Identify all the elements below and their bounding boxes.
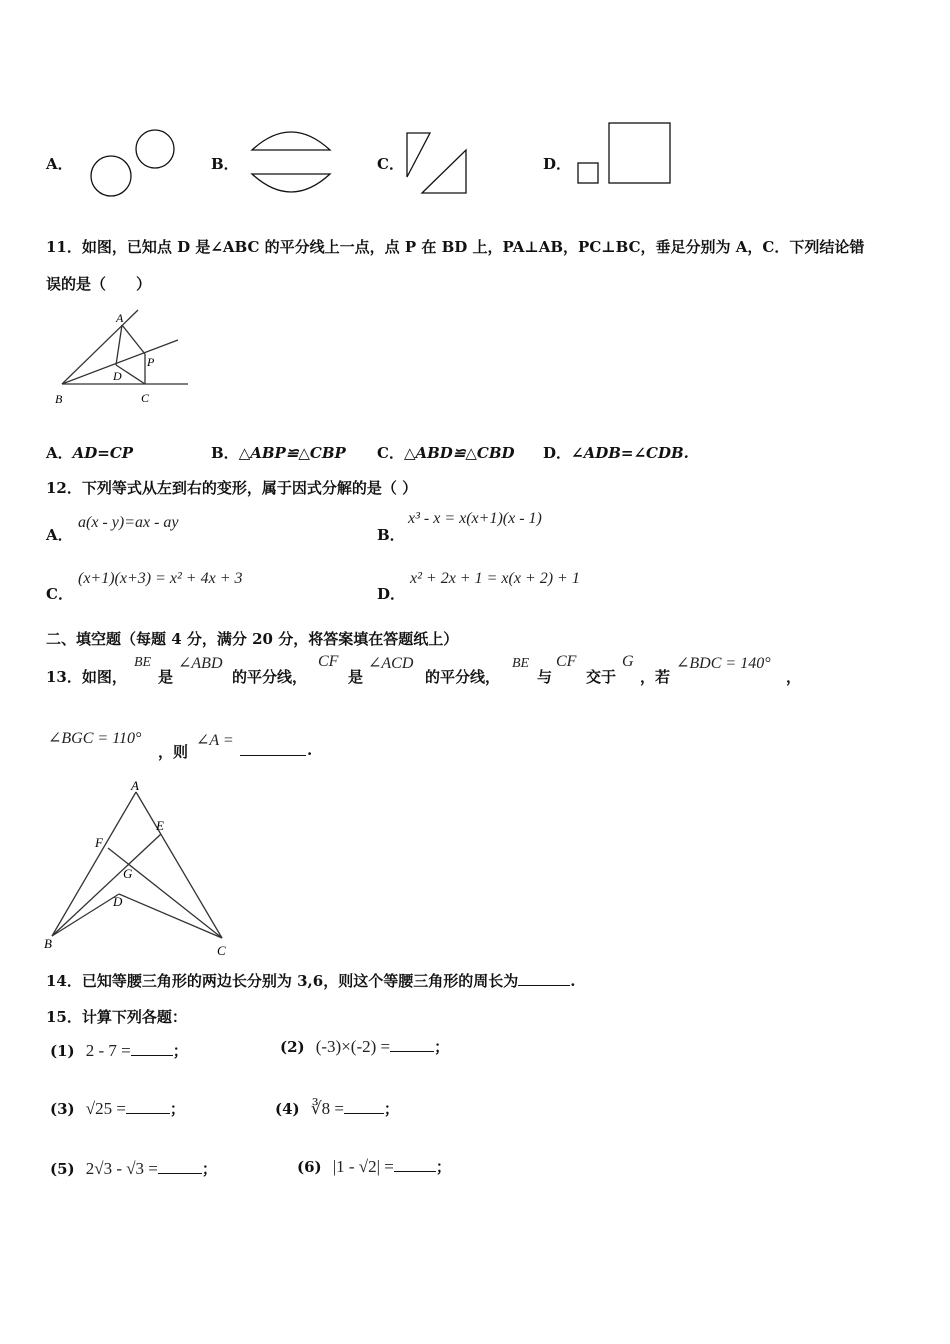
- q13-then: ，则: [158, 743, 189, 761]
- q11-stem-line2: 误的是（ ）: [46, 275, 152, 293]
- q15-item-3: [50, 1098, 185, 1119]
- q13-abd: ∠ABD: [178, 655, 223, 672]
- q15-item-4-end: ；: [383, 1100, 399, 1118]
- q11-option-c: [377, 442, 515, 463]
- q15-item-1-label: (1): [50, 1042, 75, 1060]
- q15-item-4-blank[interactable]: [344, 1099, 384, 1114]
- q15-item-2-expr: (-3)×(-2) =: [315, 1037, 391, 1056]
- q15-item-1: [50, 1040, 188, 1061]
- q13-comma: ，: [786, 668, 802, 686]
- q15-item-1-end: ；: [172, 1042, 188, 1060]
- q15-item-6-end: ；: [435, 1158, 451, 1176]
- q15-item-6-blank[interactable]: [394, 1157, 436, 1172]
- q13-end: .: [307, 741, 313, 759]
- q12-option-a-expr: a(x - y)=ax - ay: [78, 514, 179, 531]
- q15-item-5-label: (5): [50, 1160, 75, 1178]
- q12-option-d-expr: x² + 2x + 1 = x(x + 2) + 1: [410, 570, 580, 587]
- q15-item-2-label: (2): [280, 1038, 305, 1056]
- q13-fig-label-a: A: [131, 778, 139, 793]
- q13-fig-label-g: G: [123, 866, 133, 881]
- q13-fig-label-d: D: [113, 894, 123, 909]
- q10-option-a-label: A．: [46, 155, 73, 173]
- q15-item-6: [297, 1156, 451, 1177]
- q13-fig-label-c: C: [217, 943, 226, 958]
- q13-cf: CF: [318, 653, 339, 670]
- q12-option-b-label: B．: [377, 526, 405, 544]
- q10-option-d-figure: [574, 118, 678, 188]
- q11-option-c-text: △ABD≌△CBD: [403, 444, 515, 462]
- q10-option-c-label: C．: [377, 155, 404, 173]
- q14-answer-blank[interactable]: [518, 971, 570, 986]
- q13-with: 与: [537, 668, 553, 686]
- q10-option-b-label: B．: [211, 155, 239, 173]
- q11-option-b-label: B．: [211, 444, 239, 462]
- q13-fig-label-b: B: [44, 936, 52, 951]
- q15-item-2-blank[interactable]: [390, 1037, 434, 1052]
- q15-item-2: [280, 1036, 449, 1057]
- q13-be: BE: [134, 655, 152, 670]
- q15-stem: 15．计算下列各题：: [46, 1008, 187, 1026]
- q12-option-c-label: C．: [46, 585, 73, 603]
- q13-bisector1: 的平分线，: [232, 668, 308, 686]
- q15-item-6-label: (6): [297, 1158, 322, 1176]
- q11-fig-label-a: A: [116, 311, 124, 325]
- q15-item-3-label: (3): [50, 1100, 75, 1118]
- q11-option-a: [46, 442, 133, 463]
- q11-option-d-label: D．: [543, 444, 572, 462]
- section2-title: 二、填空题（每题 4 分，满分 20 分，将答案填在答题纸上）: [46, 630, 459, 648]
- q11-option-b: [211, 442, 346, 463]
- q10-option-d-label: D．: [543, 155, 572, 173]
- q14-end: .: [570, 972, 576, 990]
- q11-option-a-label: A．: [46, 444, 73, 462]
- q15-item-4-expr: ∛8 =: [310, 1099, 344, 1118]
- q13-meet: 交于: [586, 668, 617, 686]
- q12-stem: 12．下列等式从左到右的变形，属于因式分解的是（ ）: [46, 479, 418, 497]
- q11-fig-label-d: D: [113, 369, 122, 383]
- q15-item-5-expr: 2√3 - √3 =: [85, 1159, 158, 1178]
- q13-bdc: ∠BDC = 140°: [676, 655, 771, 672]
- q13-bisector2: 的平分线，: [425, 668, 501, 686]
- q15-item-1-expr: 2 - 7 =: [85, 1041, 131, 1060]
- q12-option-b-expr: x³ - x = x(x+1)(x - 1): [408, 510, 542, 527]
- q13-prefix: 13．如图，: [46, 668, 127, 686]
- q11-option-b-text: △ABP≌△CBP: [238, 444, 346, 462]
- q13-fig-label-e: E: [156, 818, 164, 833]
- q12-option-a-label: A．: [46, 526, 73, 544]
- q14-text: 14．已知等腰三角形的两边长分别为 3,6，则这个等腰三角形的周长为: [46, 972, 519, 990]
- q11-stem-line1: 11．如图，已知点 D 是∠ABC 的平分线上一点，点 P 在 BD 上，PA⊥AB，PC⊥BC，垂足分别为 A，C．下列结论错: [46, 238, 865, 256]
- q11-figure: [50, 302, 195, 412]
- q15-item-3-blank[interactable]: [126, 1099, 170, 1114]
- q13-answer-blank[interactable]: [240, 741, 306, 756]
- q13-cf2: CF: [556, 653, 577, 670]
- q15-item-5-blank[interactable]: [158, 1159, 202, 1174]
- q10-option-b-figure: [248, 124, 338, 200]
- q15-item-4-label: (4): [275, 1100, 300, 1118]
- q11-fig-label-b: B: [55, 392, 63, 406]
- q13-is1: 是: [158, 668, 174, 686]
- q11-option-d: [543, 442, 689, 463]
- q11-option-d-text: ∠ADB=∠CDB.: [571, 444, 689, 462]
- q12-option-d-label: D．: [377, 585, 406, 603]
- q13-be2: BE: [512, 656, 530, 671]
- q15-item-4: [275, 1098, 399, 1119]
- q14: [46, 970, 575, 991]
- q10-option-a-figure: [86, 124, 182, 200]
- q11-fig-label-c: C: [141, 391, 150, 405]
- q15-item-3-end: ；: [169, 1100, 185, 1118]
- q12-option-c-expr: (x+1)(x+3) = x² + 4x + 3: [78, 570, 243, 587]
- q13-if: ，若: [640, 668, 671, 686]
- q15-item-2-end: ；: [434, 1038, 450, 1056]
- q11-option-a-text: AD=CP: [72, 444, 134, 462]
- q13-figure: [40, 778, 240, 960]
- q15-item-1-blank[interactable]: [131, 1041, 173, 1056]
- q15-item-6-expr: |1 - √2| =: [332, 1157, 394, 1176]
- q15-item-3-expr: √25 =: [85, 1099, 126, 1118]
- q11-fig-label-p: P: [147, 355, 155, 369]
- q13-is2: 是: [348, 668, 364, 686]
- q10-option-c-figure: [404, 130, 474, 200]
- q15-item-5-end: ；: [201, 1160, 217, 1178]
- q13-g: G: [622, 653, 634, 670]
- q13-acd: ∠ACD: [368, 655, 414, 672]
- q13-angle-a: ∠A =: [196, 732, 234, 749]
- q11-option-c-label: C．: [377, 444, 404, 462]
- q15-item-5: [50, 1158, 217, 1179]
- q13-fig-label-f: F: [95, 835, 103, 850]
- q13-bgc: ∠BGC = 110°: [48, 730, 142, 747]
